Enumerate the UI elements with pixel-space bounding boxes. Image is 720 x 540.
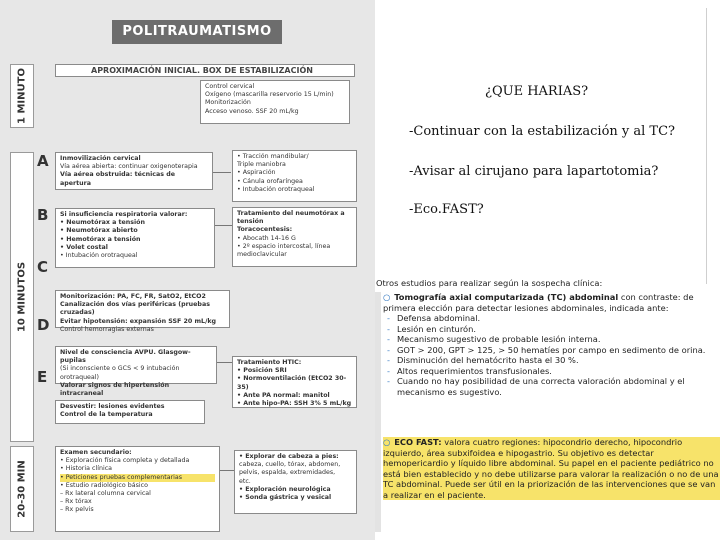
letter-a: A [37, 152, 49, 170]
arrow-a [213, 172, 231, 173]
side-label-1-minuto: 1 MINUTO [10, 64, 34, 128]
secondary-exam-box: Examen secundario: • Exploración física completa y detallada • Historia clínica • Peticiones pruebas complementarias • Estudio radiológico básico – Rx lateral columna cervical – Rx tórax – Rx pelvis [55, 446, 220, 532]
panel-divider [706, 8, 707, 290]
airway-techniques-box: • Tracción mandibular/ Triple maniobra • Aspiración • Cánula orofaríngea • Intubación orotraqueal [232, 150, 357, 202]
left-strip [375, 292, 381, 532]
head-to-toe-box: • Explorar de cabeza a pies: cabeza, cuello, tórax, abdomen, pelvis, espalda, extremidades, etc. • Exploración neurológica • Sonda gástrica y vesical [234, 450, 357, 514]
tc-list [383, 313, 720, 397]
highlighted-tests: • Peticiones pruebas complementarias [60, 474, 215, 482]
arrow-d [217, 362, 232, 363]
list-item: - GOT > 200, GPT > 125, > 50 hematíes por campo en sedimento de orina. [383, 345, 720, 356]
exposure-box: Desvestir: lesiones evidentes Control de la temperatura [55, 400, 205, 424]
bullet-icon: ○ [383, 292, 391, 302]
side-label-10-minutos: 10 MINUTOS [10, 152, 34, 442]
disability-box: Nivel de consciencia AVPU. Glasgow-pupilas (Si inconsciente o GCS < 9 intubación orotraqueal) Valorar signos de hipertensión intracraneal [55, 346, 217, 384]
letter-e: E [37, 368, 48, 386]
arrow-secondary [220, 470, 234, 471]
list-item: - Lesión en cinturón. [383, 324, 720, 335]
list-item: - Altos requerimientos transfusionales. [383, 366, 720, 377]
circulation-box: Monitorización: PA, FC, FR, SatO2, EtCO2 Canalización dos vías periféricas (pruebas cruzadas) Evitar hipotensión: expansión SSF 20 mL/kg Control hemorragias externas [55, 290, 230, 328]
tc-paragraph: ○ Tomografía axial computarizada (TC) abdominal con contraste: de primera elección para detectar lesiones abdominales, indicada ante: - Defensa abdominal. - Lesión en cinturón. - Mecanismo sugestivo de probable lesión interna. - GOT > 200, GPT > 125, > 50 hematíes por campo en sedimento de orina. - Disminución del hematócrito hasta el 30 %. - Altos requerimientos transfusionales. - Cuando no hay posibilidad de una correcta valoración abdominal y el mecanismo es sugestivo. [383, 292, 720, 397]
question-title: ¿QUE HARIAS? [485, 84, 589, 99]
bullet-icon: ○ [383, 437, 391, 447]
letter-c: C [37, 258, 49, 276]
pneumothorax-treatment-box: Tratamiento del neumotórax a tensión Toracocentesis: • Abocath 14-16 G • 2º espacio intercostal, línea medioclavicular [232, 207, 357, 267]
question-panel [375, 0, 715, 290]
option-1: -Continuar con la estabilización y al TC? [409, 124, 676, 139]
list-item: - Cuando no hay posibilidad de una correcta valoración abdominal y el mecanismo es sugestivo. [383, 376, 720, 397]
document-excerpt [375, 278, 720, 540]
airway-box: Inmovilización cervical Vía aérea abierta: continuar oxigenoterapia Vía aérea obstruida: técnicas de apertura [55, 152, 213, 190]
initial-box: Control cervical Oxígeno (mascarilla reservorio 15 L/min) Monitorización Acceso venoso. SSF 20 mL/kg [200, 80, 350, 124]
letter-b: B [37, 206, 49, 224]
option-2: -Avisar al cirujano para lapartotomia? [409, 164, 659, 179]
letter-d: D [37, 316, 50, 334]
initial-approach-header: APROXIMACIÓN INICIAL. BOX DE ESTABILIZACIÓN [55, 64, 355, 77]
intro-text: Otros estudios para realizar según la sospecha clínica: [376, 278, 603, 288]
option-3: -Eco.FAST? [409, 202, 484, 217]
arrow-b [215, 225, 232, 226]
htic-treatment-box: Tratamiento HTIC: • Posición SRI • Normoventilación (EtCO2 30-35) • Ante PA normal: manitol • Ante hipo-PA: SSH 3% 5 mL/kg [232, 356, 357, 408]
list-item: - Disminución del hematócrito hasta el 30 %. [383, 355, 720, 366]
side-label-20-30-min: 20-30 MIN [10, 446, 34, 532]
breathing-box: Si insuficiencia respiratoria valorar: • Neumotórax a tensión • Neumotórax abierto • Hemotórax a tensión • Volet costal • Intubación orotraqueal [55, 208, 215, 268]
flowchart-title: POLITRAUMATISMO [112, 20, 282, 44]
eco-fast-paragraph: ○ ECO FAST: valora cuatro regiones: hipocondrio derecho, hipocondrio izquierdo, área subxifoidea e hipogastrio. Su objetivo es detectar hemopericardio y líquido libre abdominal. Su papel en el paciente pediátrico no está bien establecido y no debe utilizarse para valorar la realización o no de una TC abdominal. Puede ser útil en la priorización de las intervenciones que se van a realizar en el paciente. [383, 437, 719, 500]
list-item: - Defensa abdominal. [383, 313, 720, 324]
list-item: - Mecanismo sugestivo de probable lesión interna. [383, 334, 720, 345]
